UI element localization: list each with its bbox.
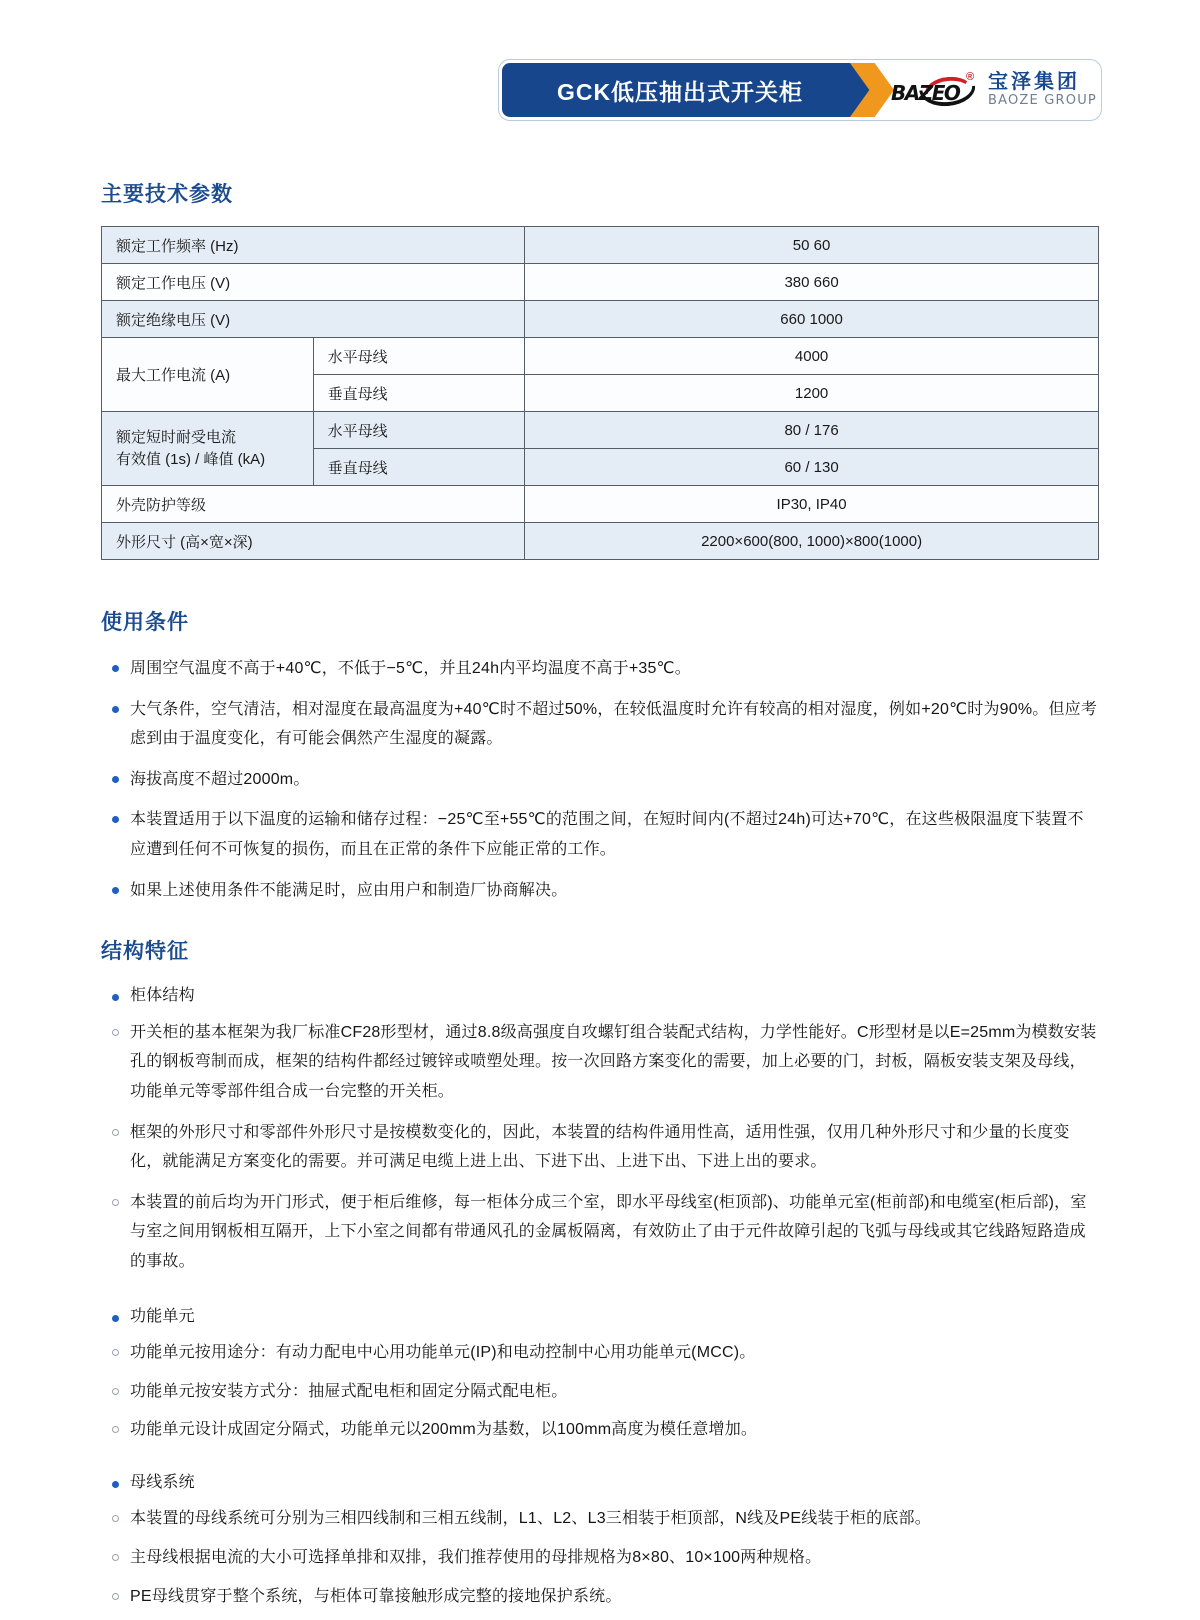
list-item-text: 本装置的前后均为开门形式，便于柜后维修，每一柜体分成三个室，即水平母线室(柜顶部)、功能单元室(柜前部)和电缆室(柜后部)，室与室之间用钢板相互隔开，上下小室之间都有带通风孔的金属板隔离，有效防止了由于元件故障引起的飞弧与母线或其它线路短路造成的事故。 <box>130 1193 1087 1270</box>
logo-wordmark: BAZEO <box>891 81 960 105</box>
list-item-text: 框架的外形尺寸和零部件外形尺寸是按模数变化的，因此，本装置的结构件通用性高，适用性强，仅用几种外形尺寸和少量的长度变化，就能满足方案变化的需要。并可满足电缆上进上出、下进下出、上进下出、下进上出的要求。 <box>130 1123 1070 1171</box>
list-item-text: PE母线贯穿于整个系统，与柜体可靠接触形成完整的接地保护系统。 <box>130 1587 622 1605</box>
group-spacer <box>101 1454 1099 1470</box>
company-logo <box>890 65 1096 115</box>
list-item-text: 功能单元按安装方式分：抽屉式配电柜和固定分隔式配电柜。 <box>130 1382 568 1400</box>
spec-value: IP30, IP40 <box>525 486 1099 523</box>
table-row <box>102 264 1099 301</box>
list-item <box>101 1582 1099 1612</box>
group-title <box>101 983 1099 1009</box>
spec-label-line2: 有效值 (1s) / 峰值 (kA) <box>116 450 266 468</box>
structure-group-cabinet <box>101 983 1099 1276</box>
spec-label-line1: 额定短时耐受电流 <box>116 428 237 446</box>
spec-label <box>102 412 314 486</box>
spec-label: 额定工作频率 (Hz) <box>102 227 525 264</box>
list-item-text: 大气条件，空气清洁，相对湿度在最高温度为+40℃时不超过50%，在较低温度时允许有较高的相对湿度，例如+20℃时为90%。但应考虑到由于温度变化，有可能会偶然产生湿度的凝露。 <box>130 700 1098 748</box>
spec-table <box>101 226 1099 560</box>
bullet-dot-icon <box>112 776 119 783</box>
section-heading-conditions: 使用条件 <box>101 611 189 634</box>
bullet-dot-icon <box>112 1315 119 1322</box>
list-item-text: 本装置适用于以下温度的运输和储存过程：−25℃至+55℃的范围之间，在短时间内(不超过24h)可达+70℃，在这些极限温度下装置不应遭到任何不可恢复的损伤，而且在正常的条件下应能正常的工作。 <box>130 811 1084 858</box>
spec-value: 50 60 <box>525 227 1099 264</box>
spec-value: 80 / 176 <box>525 412 1099 449</box>
bullet-dot-icon <box>112 816 119 823</box>
list-item-text: 功能单元设计成固定分隔式，功能单元以200mm为基数，以100mm高度为模任意增加。 <box>130 1421 758 1439</box>
list-item-text: 本装置的母线系统可分别为三相四线制和三相五线制，L1、L2、L3三相装于柜顶部，N线及PE线装于柜的底部。 <box>130 1510 931 1528</box>
structure-group-functional-unit <box>101 1304 1099 1445</box>
spec-value: 4000 <box>525 338 1099 375</box>
spec-label: 额定工作电压 (V) <box>102 264 525 301</box>
table-row <box>102 301 1099 338</box>
spec-value: 60 / 130 <box>525 449 1099 486</box>
group-title <box>101 1470 1099 1496</box>
logo-company-cn: 宝泽集团 <box>988 71 1080 94</box>
spec-sublabel: 垂直母线 <box>313 375 525 412</box>
page-content <box>101 178 1099 1620</box>
list-item-text: 海拔高度不超过2000m。 <box>130 770 310 788</box>
group-title-text: 柜体结构 <box>130 987 195 1005</box>
list-item <box>101 876 1099 906</box>
list-item <box>101 1415 1099 1445</box>
group-title <box>101 1304 1099 1330</box>
spec-value: 1200 <box>525 375 1099 412</box>
list-item-text: 开关柜的基本框架为我厂标准CF28形型材，通过8.8级高强度自攻螺钉组合装配式结构，力学性能好。C形型材是以E=25mm为模数安装孔的钢板弯制而成，框架的结构件都经过镀锌或喷塑处理。按一次回路方案变化的需要，加上必要的门，封板，隔板安装支架及母线，功能单元等零部件组合成一台完整的开关柜。 <box>130 1023 1097 1100</box>
bullet-circle-icon <box>112 1554 119 1561</box>
list-item <box>101 1018 1099 1107</box>
table-row <box>102 227 1099 264</box>
list-item <box>101 1377 1099 1407</box>
list-item <box>101 1543 1099 1573</box>
baoze-logo-mark <box>890 70 982 110</box>
bullet-circle-icon <box>112 1029 119 1036</box>
bullet-dot-icon <box>112 994 119 1001</box>
logo-text-block <box>988 71 1097 109</box>
list-item <box>101 695 1099 754</box>
page-header-banner <box>498 59 1102 121</box>
list-item <box>101 765 1099 795</box>
table-row <box>102 523 1099 560</box>
spec-label: 外形尺寸 (高×宽×深) <box>102 523 525 560</box>
spec-sublabel: 水平母线 <box>313 412 525 449</box>
list-item <box>101 1504 1099 1534</box>
bullet-dot-icon <box>112 665 119 672</box>
spec-value: 2200×600(800, 1000)×800(1000) <box>525 523 1099 560</box>
bullet-circle-icon <box>112 1388 119 1395</box>
bullet-dot-icon <box>112 706 119 713</box>
list-item-text: 功能单元按用途分：有动力配电中心用功能单元(IP)和电动控制中心用功能单元(MCC)。 <box>130 1344 756 1362</box>
table-row <box>102 338 1099 375</box>
list-item <box>101 1338 1099 1368</box>
list-item-text: 如果上述使用条件不能满足时，应由用户和制造厂协商解决。 <box>130 881 568 899</box>
logo-company-en: BAOZE GROUP <box>988 93 1097 109</box>
spec-label: 额定绝缘电压 (V) <box>102 301 525 338</box>
header-blue-plate <box>502 63 858 117</box>
list-item-text: 周围空气温度不高于+40℃，不低于−5℃，并且24h内平均温度不高于+35℃。 <box>130 660 691 677</box>
list-item <box>101 654 1099 684</box>
group-spacer <box>101 1288 1099 1304</box>
bullet-circle-icon <box>112 1129 119 1136</box>
section-heading-specs: 主要技术参数 <box>101 183 233 206</box>
section-heading-structure: 结构特征 <box>101 940 189 964</box>
bullet-dot-icon <box>112 1481 119 1488</box>
list-item <box>101 805 1099 864</box>
bullet-circle-icon <box>112 1349 119 1356</box>
group-title-text: 母线系统 <box>130 1473 195 1491</box>
structure-group-busbar <box>101 1470 1099 1611</box>
list-item <box>101 1118 1099 1177</box>
spec-label: 最大工作电流 (A) <box>102 338 314 412</box>
registered-trademark-icon: ® <box>966 71 975 83</box>
spec-label: 外壳防护等级 <box>102 486 525 523</box>
list-item <box>101 1188 1099 1277</box>
spec-sublabel: 水平母线 <box>313 338 525 375</box>
header-title: GCK低压抽出式开关柜 <box>556 78 804 105</box>
conditions-list <box>101 654 1099 905</box>
bullet-circle-icon <box>112 1426 119 1433</box>
table-row <box>102 412 1099 449</box>
list-item-text: 主母线根据电流的大小可选择单排和双排，我们推荐使用的母排规格为8×80、10×100两种规格。 <box>130 1549 822 1567</box>
bullet-dot-icon <box>112 887 119 894</box>
group-title-text: 功能单元 <box>130 1307 195 1325</box>
spec-sublabel: 垂直母线 <box>313 449 525 486</box>
spec-value: 380 660 <box>525 264 1099 301</box>
bullet-circle-icon <box>112 1593 119 1600</box>
bullet-circle-icon <box>112 1199 119 1206</box>
table-row <box>102 486 1099 523</box>
spec-value: 660 1000 <box>525 301 1099 338</box>
